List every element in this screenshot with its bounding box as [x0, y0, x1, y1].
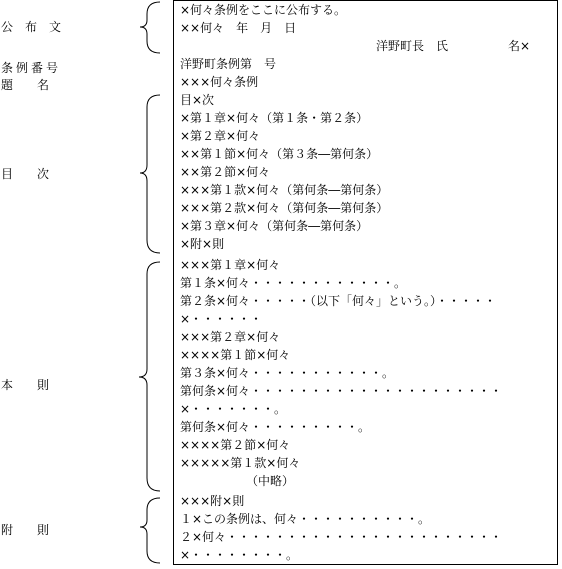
chapter-heading: ×××第２章×何々: [180, 330, 281, 344]
mayor-signature-line: 洋野町長 氏 名×: [376, 39, 531, 53]
proclamation-line: ×何々条例をここに公布する。: [180, 3, 347, 17]
toc-heading: 目×次: [180, 93, 215, 107]
omission-note: （中略）: [246, 474, 295, 488]
toc-item: ×××第２款×何々（第何条―第何条）: [180, 201, 389, 215]
brace-supplementary: [140, 498, 160, 563]
subsection-heading: ×××××第１款×何々: [180, 456, 301, 470]
toc-item: ×第３章×何々（第何条―第何条）: [180, 219, 369, 233]
toc-item: ××第１節×何々（第３条―第何条）: [180, 147, 379, 161]
section-label-contents: 目 次: [1, 167, 50, 181]
brace-main: [139, 262, 160, 491]
article-line: 第３条×何々・・・・・・・・・・・。: [180, 366, 395, 380]
section-heading: ××××第２節×何々: [180, 438, 291, 452]
article-line: 第１条×何々・・・・・・・・・・・・。: [180, 276, 407, 290]
ordinance-title-line: ×××何々条例: [180, 75, 259, 89]
section-label-supplementary: 附 則: [1, 523, 50, 537]
brace-kofubun: [140, 2, 160, 53]
brace-contents: [140, 95, 160, 253]
article-line: 第２条×何々・・・・・（以下「何々」という。）・・・・・: [180, 294, 497, 308]
supplementary-continuation: ×・・・・・・・・。: [180, 548, 299, 562]
ordinance-number-line: 洋野町条例第 号: [180, 57, 277, 71]
toc-item: ×××第１款×何々（第何条―第何条）: [180, 183, 389, 197]
article-line: 第何条×何々・・・・・・・・・・・・・・・・・・・・・: [180, 384, 503, 398]
supplementary-heading: ×××附×則: [180, 494, 245, 508]
toc-item: ×第１章×何々（第１条・第２条）: [180, 111, 369, 125]
article-continuation: ×・・・・・・・。: [180, 402, 287, 416]
article-line: 第何条×何々・・・・・・・・・。: [180, 420, 371, 434]
toc-item: ××第２節×何々: [180, 165, 271, 179]
chapter-heading: ×××第１章×何々: [180, 258, 281, 272]
article-continuation: ×・・・・・・: [180, 312, 263, 326]
toc-item: ×第２章×何々: [180, 129, 261, 143]
section-label-number: 条例番号: [1, 61, 62, 75]
section-label-title: 題 名: [1, 78, 50, 92]
supplementary-item: １×この条例は、何々・・・・・・・・・・。: [180, 512, 431, 526]
supplementary-item: ２×何々・・・・・・・・・・・・・・・・・・・・・・・: [180, 530, 503, 544]
date-line: ××何々 年 月 日: [180, 21, 297, 35]
section-label-kofubun: 公 布 文: [1, 20, 62, 34]
toc-item: ×附×則: [180, 237, 225, 251]
section-label-main: 本 則: [1, 378, 50, 392]
section-heading: ××××第１節×何々: [180, 348, 291, 362]
